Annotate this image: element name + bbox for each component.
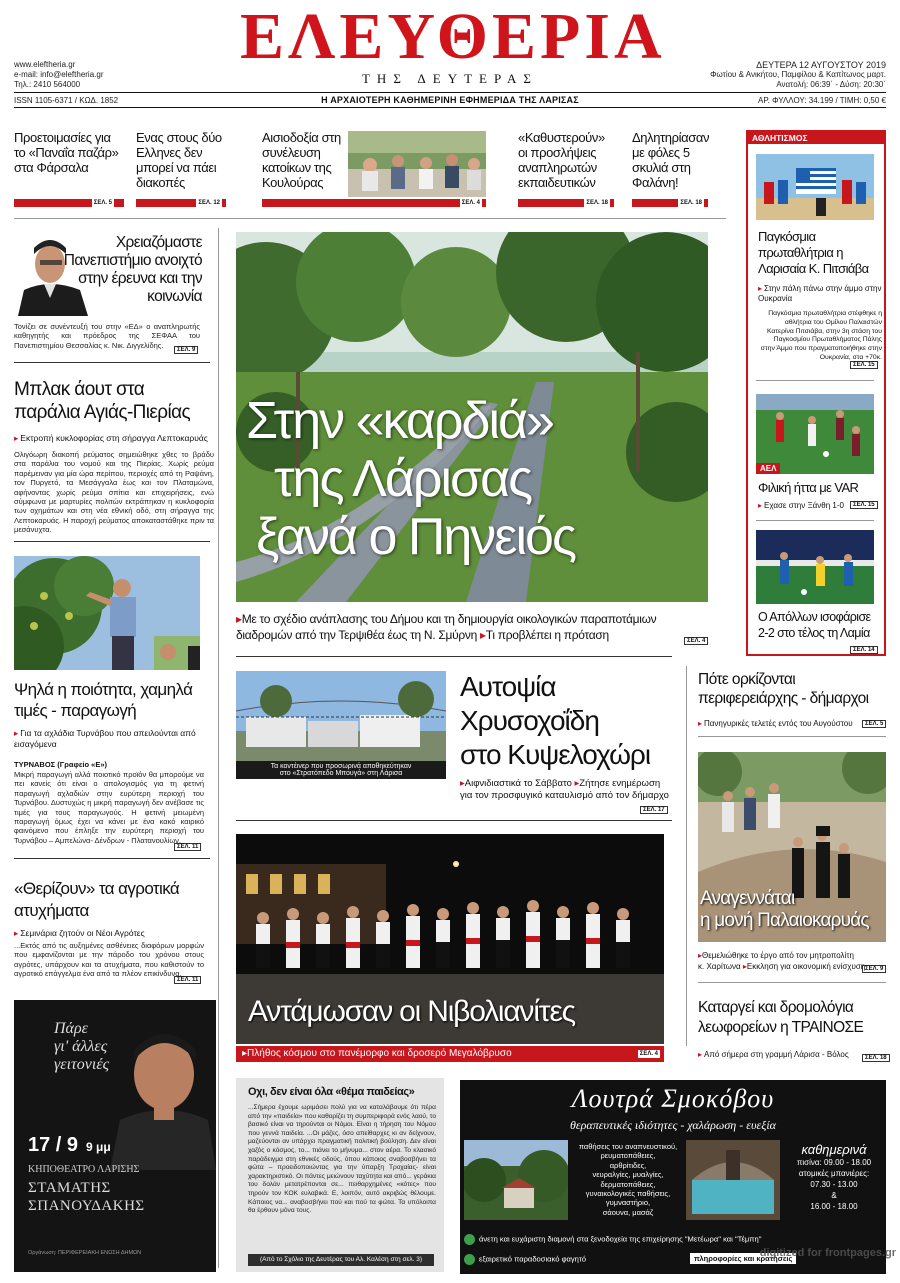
cure-item: ρευματοπάθειες, — [600, 1151, 656, 1161]
page-ref: ΣΕΛ. 18 — [586, 200, 608, 206]
food-text: εξαιρετικό παραδοσιακό φαγητό — [479, 1254, 587, 1264]
page-ref: ΣΕΛ. 4 — [639, 1051, 658, 1057]
phone-text: Τηλ.: 2410 564000 — [14, 80, 81, 89]
sunrise-sunset: Ανατολή: 06:39΄ - Δύση: 20:30΄ — [776, 80, 886, 89]
article-subtitle: ▸ Σεμινάρια ζητούν οι Νέοι Αγρότες — [14, 928, 204, 939]
lead-rule — [236, 656, 672, 657]
article-body: Τονίζει σε συνέντευξή του στην «ΕΔ» ο αναπληρωτής καθηγητής και πρόεδρος της ΣΕΦΑΑ του Πανεπιστημίου Θεσσαλίας κ. Νικ. Διγγελίδης. — [14, 322, 200, 350]
hours-heading: καθημερινά — [801, 1142, 867, 1157]
article-subtitle: ▸ Από σήμερα στη γραμμή Λάρισα - Βόλος — [698, 1049, 868, 1060]
spa-subtitle: θεραπευτικές ιδιότητες - χαλάρωση - ευεξία — [570, 1118, 776, 1132]
spa-cures-list — [574, 1142, 682, 1217]
artist-last-name: ΣΠΑΝΟΥΔΑΚΗΣ — [28, 1198, 145, 1214]
lead-title-line: Στην «καρδιά» — [246, 392, 553, 450]
masthead-date-block — [680, 60, 886, 90]
article-subtitle: ▸Αιφνιδιαστικά το Σάββατο ▸Ζήτησε ενημέρωση για τον προσφυγικό καταυλισμό από τον δήμαρχο — [460, 778, 672, 802]
sports-rule — [756, 520, 874, 521]
masthead-contact — [14, 60, 134, 90]
page-ref: ΣΕΛ. 4 — [684, 637, 708, 645]
article-subtitle: ▸ Πανηγυρικές τελετές εντός του Αυγούστου — [698, 718, 858, 729]
spa-hours: καθημερινά πισίνα: 09.00 - 18.00 ατομικές μπανιέρες: 07.30 - 13.00 & 16.00 - 18.00 — [784, 1142, 884, 1212]
lead-subtitle-line: Με το σχέδιο ανάπλασης του Δήμου και τη δημιουργία οικολογικών παραποτάμιων — [241, 612, 657, 626]
issue-number: ΑΡ. ΦΥΛΛΟΥ: 34.199 / ΤΙΜΗ: 0,50 € — [757, 96, 886, 105]
title-line: Χρυσοχοΐδη — [460, 705, 599, 736]
article-body: Παγκόσμια πρωταθλήτρια στέφθηκε η αθλήτρια του Ομίλου Παλαιστών Κατερίνα Πιτσιάβα, στην 3η στάση του Παγκοσμίου Πρωταθλήματος Πάλης στην Άμμο που πραγματοποιήθηκε στην Ουκρανία, στα +70κ. — [760, 310, 882, 361]
page-ref: ΣΕΛ. 12 — [198, 200, 220, 206]
cure-item: δερματοπάθειες, — [600, 1179, 656, 1189]
subtitle-part: Ζήτησε ενημέρωση — [579, 778, 661, 789]
masthead-rule-top — [14, 92, 886, 93]
concert-organizer: Οργάνωση: ΠΕΡΙΦΕΡΕΙΑΚΗ ΕΝΩΣΗ ΔΗΜΩΝ — [28, 1250, 142, 1256]
teaser-title: «Καθυστερούν» οι προσλήψεις αναπληρωτών εκπαιδευτικών — [518, 130, 605, 190]
editorial-body: ...Σήμερα έχουμε ωριμάσει πολύ για να καταλάβουμε ότι πέρα από την «παιδεία» που καθορίζει τη συμπεριφορά ενός λαού, το βασικό είναι να τηρούνται οι Νόμοι. Είναι η τήρηση του Νόμου που γεννά παιδεία. ...Οι μάζες, όσο απείθαρχες κι αν δείχνουν, μαζεύονται αν υπάρχει πραγματική πολιτική βούληση. Δεν είναι χαζός ο κόσμος, το... πιάνει το μήνυμα... στον αέρα. Το κλασικό παράδειγμα στη εθνικές οδούς, όπου κάποιος σναβοσβήνει τα φώτα – προειδοποιώντας για την ύπαρξη Τροχαίας- είναι χαρακτηριστικό. Οι πάντες μειώνουν ταχύτητα και από... γεράκια του δολάν μετατρέπονται σε... πειθαρχημένες «κότες» που τηρούν τον ΚΟΚ ευλαβικά. Ε, λοιπόν, αυτό ακριβώς θέλουμε. Κάποιος να... αναβοσβήνει πού και πού τα φώτα. Τα υπόλοιπα θα έρθουν μόνα τους. — [248, 1104, 436, 1215]
page-ref: ΣΕΛ. 17 — [640, 806, 668, 814]
teaser-2[interactable] — [136, 130, 226, 190]
page-ref: ΣΕΛ. 15 — [850, 501, 878, 509]
lead-subtitle-line: Τι προβλέπει η πρόταση — [485, 628, 609, 642]
article-body: ...Εκτός από τις αυξημένες ασθένειες διαφόρων μορφών που εμφανίζονται με την πάροδο του χρόνου στους αγρότες, υπάρχουν και τα ατυχήματα, που καθιστούν το αγροτικό επάγγελμα ένα από τα πλέον επικίνδυνα. — [14, 941, 204, 979]
newspaper-logo[interactable]: ΕΛΕΥΘΕΡΙΑ — [240, 0, 666, 73]
article-subtitle: ▸ Εχασε στην Ξάνθη 1-0 — [758, 500, 848, 511]
teaser-4[interactable] — [518, 130, 614, 190]
article-title[interactable]: Αντάμωσαν οι Νιβολιανίτες — [248, 995, 575, 1028]
spa-title: Λουτρά Σμοκόβου — [571, 1084, 775, 1113]
article-title[interactable]: Χρειαζόμαστε Πανεπιστήμιο ανοιχτό στην έρευνα και την κοινωνία — [63, 234, 202, 305]
masthead-rule-bottom — [14, 107, 886, 108]
hours-slot: 16.00 - 18.00 — [810, 1202, 858, 1211]
article-subtitle: ▸ Για τα αχλάδια Τυρνάβου που απειλούνται από εισαγόμενα — [14, 728, 200, 750]
teaser-title: Αισιοδοξία στη συνέλευση κατοίκων της Κουλούρας — [262, 130, 341, 190]
lead-subtitle-line: διαδρομών από την Τερψιθέα έως τη Ν. Σμύρνη — [236, 628, 477, 642]
article-title[interactable]: Καταργεί και δρομολόγια λεωφορείων η ΤΡΑΙΝΟΣΕ — [698, 999, 864, 1036]
concert-date: 17 / 9 — [28, 1134, 79, 1156]
cure-item: παθήσεις του αναπνευστικού, — [578, 1142, 678, 1151]
article-title[interactable]: Φιλική ήττα με VAR — [758, 480, 859, 495]
website-link[interactable]: www.eleftheria.gr — [14, 60, 76, 69]
caption-line: Τα κοντέινερ που προσωρινά αποθηκεύτηκαν — [270, 763, 412, 770]
ad-script-line: γειτονιές — [54, 1056, 110, 1073]
koulouras-meeting-photo — [348, 131, 486, 197]
page-bar — [632, 199, 708, 207]
artist-first-name: ΣΤΑΜΑΤΗΣ — [28, 1180, 111, 1196]
apollon-match-photo — [756, 530, 874, 604]
concert-time: 9 μμ — [86, 1140, 111, 1154]
article-rule — [14, 362, 210, 363]
page-ref: ΣΕΛ. 15 — [850, 361, 878, 369]
leaf-icon — [464, 1234, 475, 1245]
title-line: Αυτοψία — [460, 671, 556, 702]
autopsy-rule — [236, 820, 672, 821]
teaser-title: Ενας στους δύο Ελληνες δεν μπορεί να πάει διακοπές — [136, 130, 222, 190]
caption-line: στο «Στρατόπεδο Μπουγά» στη Λάρισα — [279, 770, 403, 777]
spa-advertisement[interactable] — [460, 1080, 886, 1274]
page-ref: ΣΕΛ. 9 — [174, 346, 198, 354]
lead-title-line: ξανά ο Πηνειός — [256, 508, 576, 566]
article-title[interactable]: Πότε ορκίζονται περιφερειάρχης - δήμαρχοι — [698, 671, 869, 707]
hours-baths: ατομικές μπανιέρες: — [798, 1169, 870, 1178]
teaser-title: Δηλητηρίασαν με φόλες 5 σκυλιά στη Φαλάνη! — [632, 130, 710, 190]
cure-item: σάουνα, μασάζ — [602, 1207, 654, 1217]
team-tag: ΑΕΛ — [756, 463, 780, 474]
issn-text: ISSN 1105-6371 / ΚΩΔ. 1852 — [14, 96, 119, 105]
lead-subtitle: ▸Με το σχέδιο ανάπλασης του Δήμου και τη δημιουργία οικολογικών παραποτάμιων διαδρομών από την Τερψιθέα έως τη Ν. Σμύρνη ▸Τι προβλέπει η πρόταση — [236, 612, 657, 642]
page-ref: ΣΕΛ. 18 — [680, 200, 702, 206]
concert-venue: ΚΗΠΟΘΕΑΤΡΟ ΛΑΡΙΣΗΣ — [28, 1164, 140, 1175]
containers-camp-photo — [236, 671, 446, 779]
cure-item: νευραλγίες, μυαλγίες, — [592, 1170, 664, 1180]
subtitle-part: Εκκληση για οικονομική ενίσχυση — [746, 962, 866, 971]
article-title[interactable]: Ψηλά η ποιότητα, χαμηλά τιμές - παραγωγή — [14, 680, 193, 720]
page-bar — [14, 199, 124, 207]
teaser-title: Προετοιμασίες για το «Παναΐα παζάρ» στα Φάρσαλα — [14, 130, 119, 175]
page-ref: ΣΕΛ. 5 — [862, 720, 886, 728]
subtitle-part: Αιφνιδιαστικά το Σάββατο — [464, 778, 572, 789]
ad-script-line: Πάρε — [54, 1020, 88, 1037]
subtitle-part: για τον προσφυγικό καταυλισμό από τον δήμαρχο — [460, 790, 669, 801]
article-title[interactable]: «Θερίζουν» τα αγροτικά ατυχήματα — [14, 879, 180, 920]
teaser-strip-rule — [14, 218, 726, 219]
dance-subtitle-bar: ▸Πλήθος κόσμου στο πανέμορφο και δροσερό Μεγαλόβρυσο ΣΕΛ. 4 — [236, 1046, 664, 1062]
title-line: η μονή Παλαιοκαρυάς — [700, 910, 869, 931]
wrestling-team-photo — [756, 154, 874, 220]
teaser-5[interactable] — [632, 130, 708, 190]
spa-info-button[interactable]: πληροφορίες και κρατήσεις — [690, 1253, 796, 1264]
page-ref: ΣΕΛ. 4 — [461, 200, 480, 206]
article-title[interactable] — [700, 888, 886, 932]
article-subtitle: ▸Θεμελιώθηκε το έργο από τον μητροπολίτη κ. Χαρίτωνα ▸Εκκληση για οικονομική ενίσχυση — [698, 951, 866, 971]
editorial-title[interactable]: Οχι, δεν είναι όλα «θέμα παιδείας» — [248, 1086, 415, 1098]
photo-caption — [236, 761, 446, 779]
page-ref: ΣΕΛ. 9 — [862, 965, 886, 973]
page-ref: ΣΕΛ. 11 — [174, 843, 201, 851]
article-subtitle: ▸ Εκτροπή κυκλοφορίας στη σήραγγα Λεπτοκαρυάς — [14, 433, 214, 444]
page-ref: ΣΕΛ. 14 — [850, 646, 878, 654]
page-bar — [518, 199, 614, 207]
ael-match-photo — [756, 394, 874, 474]
cure-item: γυναικολογικές παθήσεις, — [585, 1189, 671, 1199]
frontpages-watermark: digitized for frontpages.gr — [759, 1247, 896, 1259]
saints-day: Φωτίου & Ανικήτου, Παμφίλου & Καπίτωνος μαρτ. — [710, 70, 886, 79]
ad-script-line: γι' άλλες — [54, 1038, 108, 1055]
spa-pool-photo — [686, 1140, 780, 1220]
article-body: Ολιγόωρη διακοπή ρεύματος σημειώθηκε χθες το βράδυ στα παράλια του νομού και της Πιερίας. Χωρίς ρεύμα παρέμειναν για μία ώρα περίπου, περιοχές από τη Ραψάνη, τον Πυργετό, τα Μεσάγγαλα έως και τον Πλαταμώνα, αφήνοντας χωρίς ρεύμα σπίτια και επιχειρήσεις, ενώ σύμφωνα με μαρτυρίες πολιτών εκτράπηκαν η κυκλοφορία των οχημάτων και στη νέα εθνική οδό, στη σήραγγα της Λεπτοκαρυάς. Η παροχή ρεύματος αποκαταστάθηκε πριν τα μεσάνυχτα. — [14, 450, 214, 535]
title-line: Αναγεννάται — [700, 888, 795, 909]
article-title[interactable] — [460, 670, 650, 772]
article-title[interactable]: Μπλακ άουτ στα παράλια Αγιάς-Πιερίας — [14, 379, 191, 423]
spa-hotel-line — [464, 1234, 882, 1245]
teaser-3[interactable] — [262, 130, 346, 190]
page-bar — [262, 199, 486, 207]
page-ref: ΣΕΛ. 18 — [862, 1054, 890, 1062]
tagline: Η ΑΡΧΑΙΟΤΕΡΗ ΚΑΘΗΜΕΡΙΝΗ ΕΦΗΜΕΡΙΔΑ ΤΗΣ ΛΑΡΙΣΑΣ — [321, 95, 579, 105]
cure-item: γυμναστήριο, — [605, 1198, 651, 1208]
page-ref: ΣΕΛ. 11 — [174, 976, 201, 984]
page-bar — [136, 199, 226, 207]
editorial-source: (Από το Σχόλιο της Δευτέρας του Αλ. Καλέση στη σελ. 3) — [248, 1254, 434, 1266]
leaf-icon — [464, 1254, 475, 1265]
article-rule — [14, 858, 210, 859]
sports-rule — [756, 380, 874, 381]
subtitle-part: Θεμελιώθηκε το έργο από τον μητροπολίτη — [702, 951, 854, 960]
page-ref: ΣΕΛ. 5 — [93, 200, 112, 206]
article-rule — [14, 541, 210, 542]
singer-portrait — [110, 1020, 216, 1170]
hotel-text: άνετη και ευχάριστη διαμονή στα ξενοδοχεία της επιχείρησης "Μετέωρα" και "Τέμπη" — [479, 1234, 762, 1244]
cure-item: αρθρίτιδες, — [609, 1160, 647, 1170]
concert-advertisement[interactable] — [14, 1000, 216, 1272]
hours-pool: πισίνα: 09.00 - 18.00 — [796, 1158, 872, 1167]
sports-header: ΑΘΛΗΤΙΣΜΟΣ — [748, 132, 884, 144]
issue-date: ΔΕΥΤΕΡΑ 12 ΑΥΓΟΥΣΤΟΥ 2019 — [756, 60, 886, 70]
lead-title-line: της Λάρισας — [274, 450, 532, 508]
left-column-divider — [218, 228, 219, 1268]
teaser-1[interactable] — [14, 130, 124, 175]
lead-title[interactable] — [246, 392, 575, 566]
article-subtitle: ▸ Στην πάλη πάνω στην άμμο στην Ουκρανία — [758, 284, 882, 304]
article-title[interactable]: Παγκόσμια πρωταθλήτρια η Λαρισαία Κ. Πιτσιάβα — [758, 229, 869, 276]
hours-slot: 07.30 - 13.00 — [810, 1180, 858, 1189]
logo-subtitle: ΤΗΣ ΔΕΥΤΕΡΑΣ — [361, 71, 538, 86]
spa-landscape-photo — [464, 1140, 568, 1220]
email-link[interactable]: e-mail: info@eleftheria.gr — [14, 70, 104, 79]
pear-harvest-photo — [14, 556, 200, 670]
article-dateline: ΤΥΡΝΑΒΟΣ (Γραφείο «Ε») — [14, 760, 108, 769]
article-body: Μικρή παραγωγή αλλά ποιοτικό προϊόν θα μπορούμε να πει κανείς ότι είναι ο απολογισμός για τη φετινή παραγωγή αχλαδιών στην ευρύτερη περιοχή του Τυρνάβου. Δυστυχώς η μικρή παραγωγή δεν ανέβασε τις τιμές για τους παραγωγούς. Η φετινή μειωμένη παραγωγή όμως έχει να κάνει με ένα κακό καιρικό φαινόμενο που έπληξε την ευρύτερη περιοχή του Τυρνάβου – Αμπελώνα- Δένδρων - Πλατανουλίων. — [14, 770, 204, 845]
article-title[interactable]: Ο Απόλλων ισοφάρισε 2-2 στο τέλος τη Λαμία — [758, 610, 871, 640]
article-subtitle: Πλήθος κόσμου στο πανέμορφο και δροσερό Μεγαλόβρυσο — [247, 1048, 512, 1059]
editorial-box — [236, 1078, 444, 1272]
subtitle-part: κ. Χαρίτωνα — [698, 962, 741, 971]
right-column-divider — [686, 666, 687, 1046]
article-rule — [698, 736, 886, 737]
article-rule — [698, 982, 886, 983]
title-line: στο Κυψελοχώρι — [460, 739, 651, 770]
